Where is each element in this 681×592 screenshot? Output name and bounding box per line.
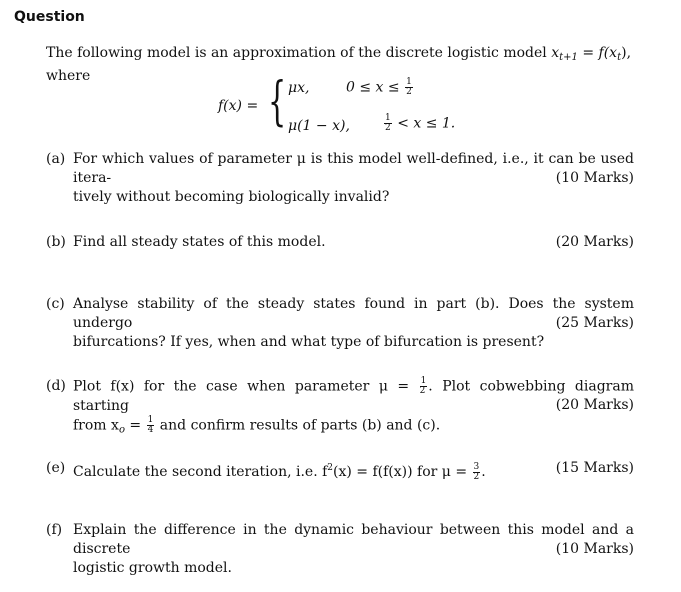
part-label: (b) xyxy=(46,234,66,250)
part-line-1 xyxy=(73,377,634,416)
part-body xyxy=(73,233,634,252)
intro-xt1: x xyxy=(551,45,560,61)
part-b xyxy=(46,233,634,253)
d-line2-eq: = xyxy=(129,417,142,433)
part-line-1 xyxy=(73,459,634,482)
d-line2-sub: o xyxy=(118,424,125,435)
frac-num: 1 xyxy=(385,113,391,123)
piecewise-row2-cond xyxy=(383,114,455,133)
part-body xyxy=(73,377,634,439)
d-line1-post: . Plot cobwebbing diagram starting xyxy=(73,378,634,414)
marks-badge: (20 Marks) xyxy=(555,397,634,413)
row1-cond-fraction xyxy=(405,78,413,97)
part-body xyxy=(73,150,634,207)
marks-badge: (20 Marks) xyxy=(555,234,634,250)
frac-num: 1 xyxy=(147,414,154,425)
intro-line-1 xyxy=(46,44,634,67)
part-label: (d) xyxy=(46,378,66,394)
e-line1-sup: 2 xyxy=(327,463,334,473)
row1-cond-left: 0 ≤ x ≤ xyxy=(346,79,400,96)
intro-xt1-sub: t+1 xyxy=(559,52,578,63)
intro-close: ), xyxy=(621,45,632,61)
intro-rhs-sub: t xyxy=(617,52,622,63)
part-d xyxy=(46,376,634,435)
frac-den: 2 xyxy=(406,87,412,97)
frac-num: 1 xyxy=(420,376,427,386)
part-a xyxy=(46,150,634,205)
piecewise-definition xyxy=(218,72,518,138)
e-line1-pre: Calculate the second iteration, i.e. f xyxy=(73,464,328,480)
part-line-1: Explain the difference in the dynamic behaviour between this model and a discrete xyxy=(73,522,634,557)
part-f xyxy=(46,521,634,576)
marks-badge: (10 Marks) xyxy=(555,170,634,186)
part-line-2: logistic growth model. xyxy=(73,560,232,576)
frac-den: 2 xyxy=(473,471,480,482)
intro-line-2: where xyxy=(46,68,91,84)
frac-den: 2 xyxy=(385,123,391,133)
marks-badge: (15 Marks) xyxy=(555,460,634,476)
part-line-1: For which values of parameter μ is this model well-defined, i.e., it can be used itera- xyxy=(73,151,634,186)
frac-den: 4 xyxy=(147,424,154,435)
left-brace-icon: { xyxy=(268,72,287,132)
piecewise-row1-expr: μx, xyxy=(288,80,310,96)
frac-num: 1 xyxy=(406,77,412,87)
e-line1-post: . xyxy=(481,464,486,480)
intro-text: The following model is an approximation of the discrete logistic model xyxy=(46,45,547,61)
part-body xyxy=(73,521,634,578)
part-label: (e) xyxy=(46,460,66,476)
question-heading: Question xyxy=(14,9,85,25)
part-c xyxy=(46,295,634,350)
part-line-2: bifurcations? If yes, when and what type of bifurcation is present? xyxy=(73,334,545,350)
part-label: (c) xyxy=(46,296,65,312)
e-fraction xyxy=(473,463,481,482)
part-label: (a) xyxy=(46,151,66,167)
marks-badge: (10 Marks) xyxy=(555,541,634,557)
part-line-2: tively without becoming biologically invalid? xyxy=(73,189,390,205)
row2-cond-fraction xyxy=(384,114,392,133)
d-line2-post: and confirm results of parts (b) and (c). xyxy=(159,417,441,433)
part-body xyxy=(73,295,634,352)
d-line1-pre: Plot f(x) for the case when parameter μ = xyxy=(73,378,410,395)
row2-cond-right: < x ≤ 1. xyxy=(397,115,456,132)
d-line2-pre: from x xyxy=(73,417,119,433)
part-line-1: Find all steady states of this model. xyxy=(73,234,326,250)
part-e xyxy=(46,459,634,482)
piecewise-row1-cond xyxy=(346,78,414,97)
part-body xyxy=(73,459,634,482)
d-fraction-2 xyxy=(147,416,155,435)
part-label: (f) xyxy=(46,522,63,538)
d-fraction xyxy=(420,377,428,396)
frac-den: 2 xyxy=(419,386,426,396)
piecewise-row2-expr: μ(1 − x), xyxy=(288,118,350,134)
e-line1-mid: (x) = f(f(x)) for μ = xyxy=(333,464,468,480)
part-line-1: Analyse stability of the steady states found in part (b). Does the system undergo xyxy=(73,296,634,331)
marks-badge: (25 Marks) xyxy=(555,315,634,331)
frac-num: 3 xyxy=(473,461,480,472)
intro-rhs: = f(x xyxy=(582,45,618,61)
part-line-2 xyxy=(73,416,634,440)
piecewise-lhs: f(x) = xyxy=(218,98,259,114)
